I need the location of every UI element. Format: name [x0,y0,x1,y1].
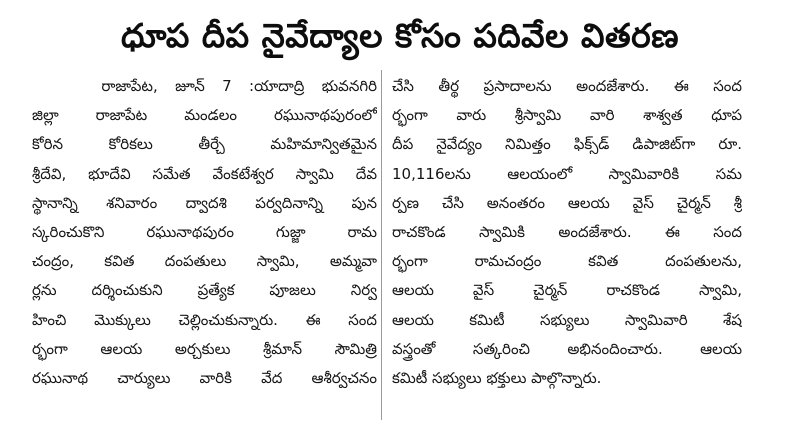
article-line: రాచకొండ స్వామికి అందజేశారు. ఈ సంద [392,222,742,241]
article-headline: ధూప దీప నైవేద్యాల కోసం పదివేల వితరణ [121,16,679,55]
article-line: ర్భంగా రామచంద్రం కవిత దంపతులను, [392,252,742,271]
article-line: కోరిన కోరికలు తీర్చే మహిమాన్వితమైన [32,135,377,154]
article-line: ఆలయ కమిటీ సభ్యులు స్వామివారి శేష [392,310,742,329]
article-line: ర్పణ చేసి అనంతరం ఆలయ వైస్ చైర్మన్ శ్రీ [392,193,742,212]
article-line: ర్భంగా వారు శ్రీస్వామి వారి శాశ్వత ధూప [392,106,742,125]
article-line: ర్భంగా ఆలయ అర్చకులు శ్రీమాన్ సౌమిత్రి [32,339,377,358]
article-line: రాజాపేట, జూన్ 7 :యాదాద్రి భువనగిరి [32,77,377,95]
article-line: రఘునాథ చార్యులు వారికి వేద ఆశీర్వచనం [32,368,377,387]
article-column-right [392,72,742,393]
article-line: చేసి తీర్థ ప్రసాదాలను అందజేశారు. ఈ సంద [392,77,742,95]
article-line: హించి మొక్కులు చెల్లించుకున్నారు. ఈ సంద [32,310,377,329]
article-line: శ్రీదేవి, భూదేవి సమేత వేంకటేశ్వర స్వామి దేవ [32,164,377,183]
article-line: దీప నైవేద్యం నిమిత్తం ఫిక్స్‌డ్ డిపాజిట్‌గా రూ. [392,135,742,154]
article-line: స్కరించుకొని రఘునాథపురం గుజ్జా రామ [32,222,377,241]
column-divider [381,70,382,420]
article-line: ర్లను దర్శించుకుని ప్రత్యేక పూజలు నిర్వ [32,281,377,300]
article-column-left [32,72,377,393]
article-line: వస్త్రంతో సత్కరించి అభినందించారు. ఆలయ [392,339,742,358]
article-line: స్థానాన్ని శనివారం ద్వాదశి పర్వదినాన్ని పున [32,193,377,212]
article-line: ఆలయ వైస్ చైర్మన్ రాచకొండ స్వామి, [392,281,742,300]
article-line: జిల్లా రాజాపేట మండలం రఘునాథపురంలో [32,106,377,125]
article-line: కమిటీ సభ్యులు భక్తులు పాల్గొన్నారు. [392,368,602,387]
article-line: 10,116లను ఆలయంలో స్వామివారికి సమ [392,164,742,183]
article-line: చంద్రం, కవిత దంపతులు స్వామి, అమ్మవా [32,252,377,271]
